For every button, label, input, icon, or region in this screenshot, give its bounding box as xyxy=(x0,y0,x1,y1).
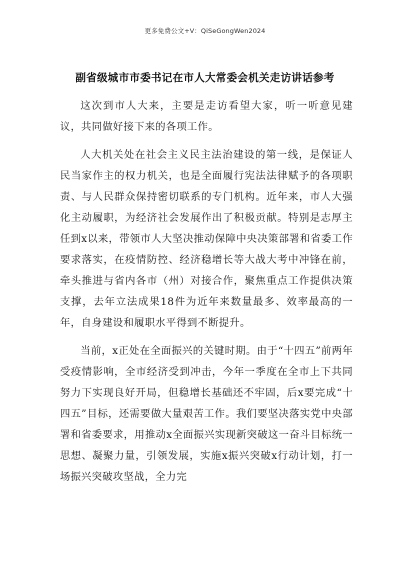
paragraph-2: 人大机关处在社会主义民主法治建设的第一线，是保证人民当家作主的权力机关，也是全面履行宪法法律赋予的各项职责、与人民群众保持密切联系的专门机构。近年来，市人大强化主动履职，为经济社会发展作出了积极贡献。特别是志厚主任到x以来，带领市人大坚决推动保障中央决策部署和省委工作要求落实，在疫情防控、经济稳增长等大战大考中冲锋在前，牵头推进与省内各市（州）对接合作，聚焦重点工作提供决策支撑，去年立法成果18件为近年来数量最多、效率最高的一年，自身建设和履职水平得到不断提升。 xyxy=(60,150,353,329)
paragraph-3: 当前，x正处在全面振兴的关键时期。由于“十四五”前两年受疫情影响，全市经济受到冲击，今年一季度在全市上下共同努力下实现良好开局，但稳增长基础还不牢固，后x要完成“十四五”目标，还需要做大量艰苦工作。我们要坚决落实党中央部署和省委要求，用推动x全面振兴实现新突破这一奋斗目标统一思想、凝聚力量，引领发展，实施x振兴突破x行动计划，打一场振兴突破攻坚战，全力完 xyxy=(60,346,353,483)
document-title: 副省级城市市委书记在市人大常委会机关走访讲话参考 xyxy=(75,72,335,84)
paragraph-1: 这次到市人大来，主要是走访看望大家，听一听意见建议，共同做好接下来的各项工作。 xyxy=(60,101,353,133)
header-note: 更多免费公文+V：QiSeGongWen2024 xyxy=(144,27,266,35)
document-body xyxy=(60,96,353,495)
